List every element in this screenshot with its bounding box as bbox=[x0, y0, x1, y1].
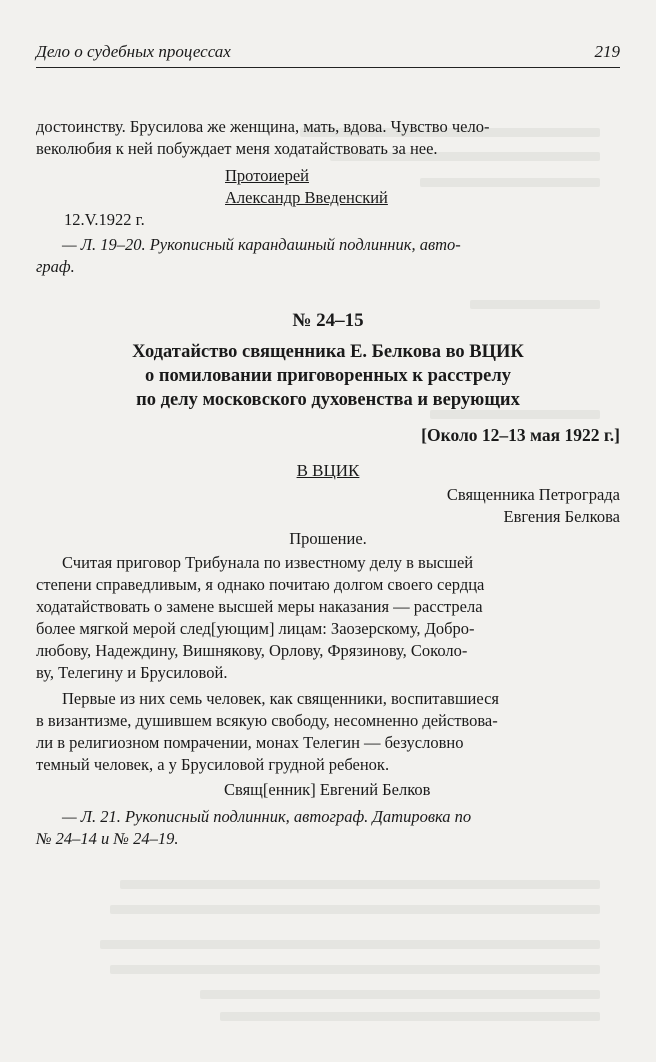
petition-label: Прошение. bbox=[289, 529, 367, 548]
text-line: любову, Надеждину, Вишнякову, Орлову, Фрязинову, Соколо- bbox=[36, 641, 468, 660]
paragraph-1 bbox=[36, 116, 620, 160]
signature-role: Протоиерей bbox=[225, 166, 309, 185]
signature-block-1 bbox=[36, 165, 620, 231]
text-line: ходатайствовать о замене высшей меры наказания — расстрела bbox=[36, 597, 483, 616]
title-line: о помиловании приговоренных к расстрелу bbox=[145, 366, 511, 386]
signature-name: Александр Введенский bbox=[225, 188, 388, 207]
archival-note-1 bbox=[36, 234, 620, 278]
text-line: более мягкой мерой след[ующим] лицам: Заозерскому, Добро- bbox=[36, 619, 475, 638]
text-line: веколюбия к ней побуждает меня ходатайствовать за нее. bbox=[36, 139, 438, 158]
addressee: В ВЦИК bbox=[296, 461, 360, 480]
note-line: — Л. 19–20. Рукописный карандашный подлинник, авто- bbox=[62, 235, 461, 254]
note-line: — Л. 21. Рукописный подлинник, автограф. Датировка по bbox=[62, 807, 472, 826]
text-line: Считая приговор Трибунала по известному делу в высшей bbox=[62, 553, 474, 572]
signature-2: Свящ[енник] Евгений Белков bbox=[224, 780, 431, 799]
text-line: ли в религиозном помрачении, монах Телегин — безусловно bbox=[36, 733, 464, 752]
text-line: достоинству. Брусилова же женщина, мать, вдова. Чувство чело- bbox=[36, 117, 490, 136]
sender-line: Священника Петрограда bbox=[446, 485, 620, 504]
text-line: степени справедливым, я однако почитаю долгом своего сердца bbox=[36, 575, 485, 594]
sender-block bbox=[36, 484, 620, 528]
text-line: в византизме, душившем всякую свободу, несомненно действова- bbox=[36, 711, 498, 730]
sender-line: Евгения Белкова bbox=[503, 507, 620, 526]
signature-date: 12.V.1922 г. bbox=[64, 210, 145, 229]
header-rule bbox=[36, 67, 620, 68]
document-title bbox=[36, 340, 620, 412]
text-line: ву, Телегину и Брусиловой. bbox=[36, 663, 228, 682]
paragraph-2 bbox=[36, 552, 620, 684]
document-number: № 24–15 bbox=[292, 310, 364, 331]
archival-note-2 bbox=[36, 806, 620, 850]
document-dating: [Около 12–13 мая 1922 г.] bbox=[421, 425, 620, 445]
page-number: 219 bbox=[594, 42, 620, 61]
paragraph-3 bbox=[36, 688, 620, 776]
text-line: Первые из них семь человек, как священники, воспитавшиеся bbox=[62, 689, 500, 708]
note-line: граф. bbox=[36, 257, 75, 276]
running-header bbox=[36, 38, 620, 66]
note-line: № 24–14 и № 24–19. bbox=[36, 829, 179, 848]
title-line: по делу московского духовенства и верующих bbox=[136, 390, 520, 410]
text-line: темный человек, а у Брусиловой грудной ребенок. bbox=[36, 755, 390, 774]
section-title: Дело о судебных процессах bbox=[36, 42, 231, 61]
title-line: Ходатайство священника Е. Белкова во ВЦИК bbox=[132, 342, 524, 362]
